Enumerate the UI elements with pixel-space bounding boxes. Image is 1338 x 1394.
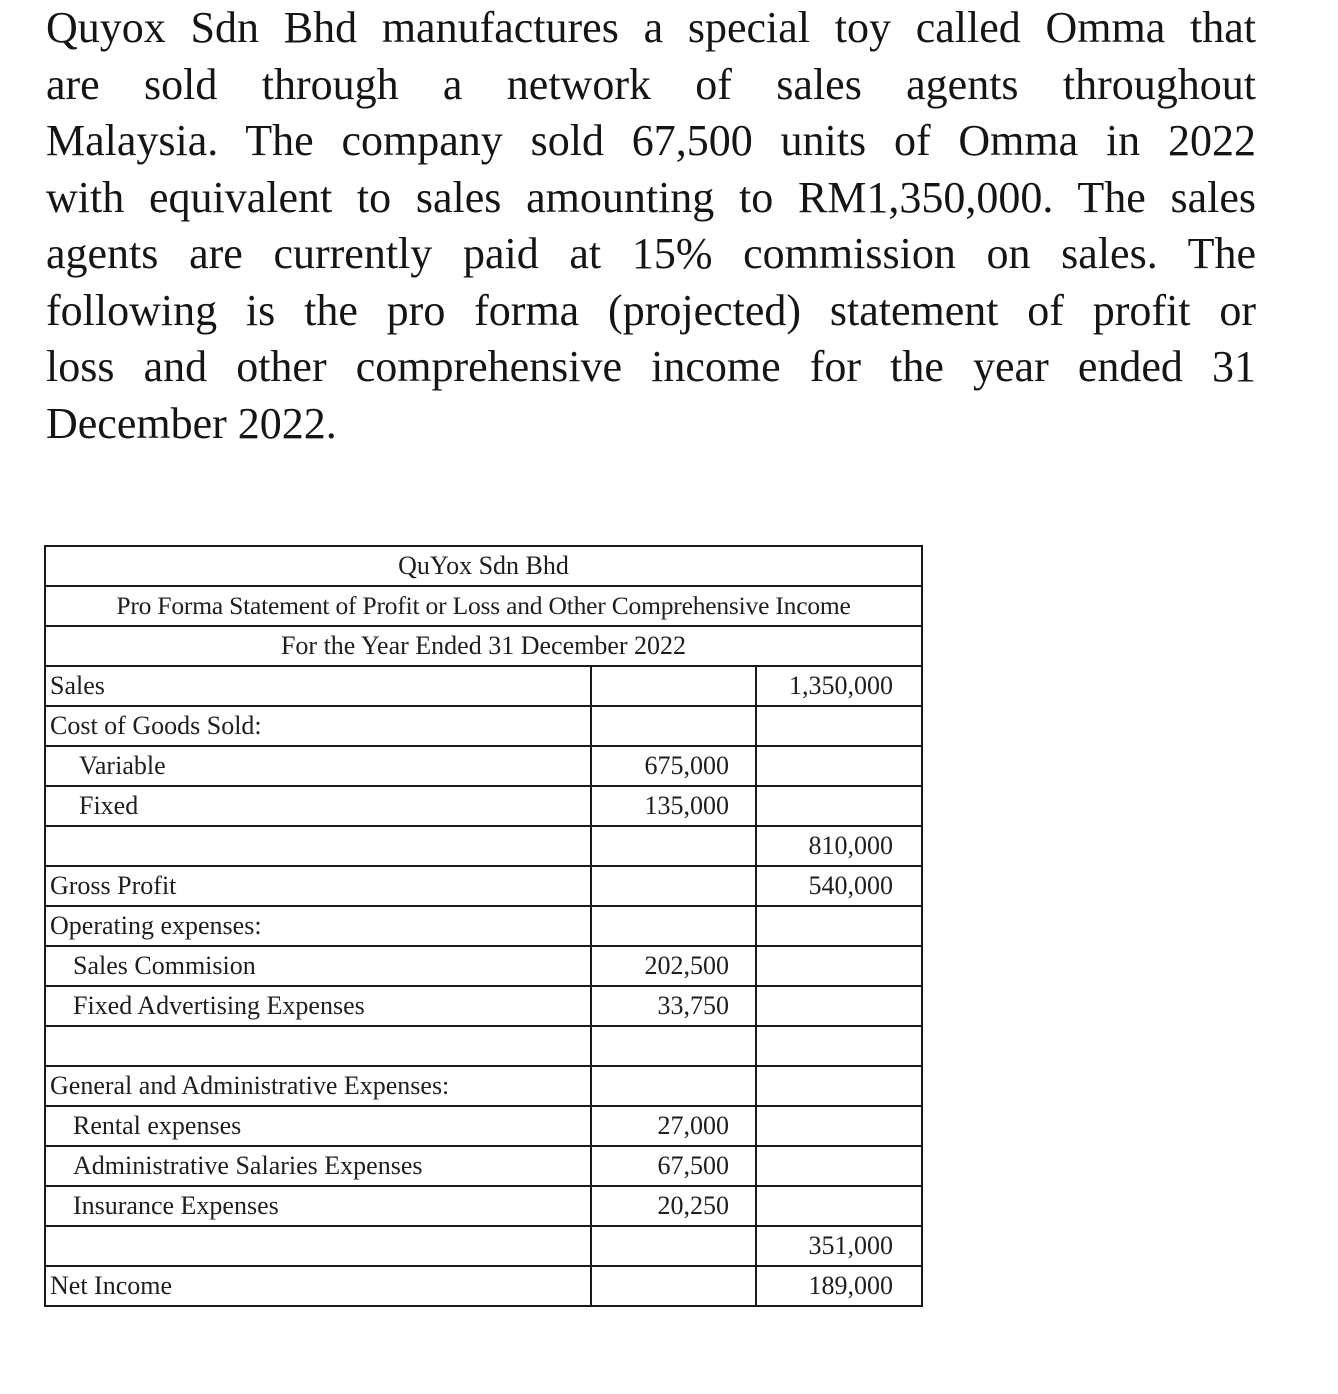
income-statement-table xyxy=(44,545,923,1307)
row-label: Administrative Salaries Expenses xyxy=(45,1146,591,1186)
row-amount: 27,000 xyxy=(591,1106,756,1146)
row-amount xyxy=(591,1226,756,1266)
row-amount: 67,500 xyxy=(591,1146,756,1186)
row-amount xyxy=(591,826,756,866)
paragraph-line: agents are currently paid at 15% commission on sales. The xyxy=(46,229,1256,278)
statement-title: Pro Forma Statement of Profit or Loss and Other Comprehensive Income xyxy=(45,586,922,626)
row-total xyxy=(756,1066,922,1106)
paragraph-line: following is the pro forma (projected) statement of profit or xyxy=(46,285,1256,335)
table-row xyxy=(45,1266,922,1306)
row-amount xyxy=(591,666,756,706)
paragraph-line: are sold through a network of sales agents throughout xyxy=(46,59,1256,109)
table-row xyxy=(45,746,922,786)
row-label xyxy=(45,1226,591,1266)
row-total xyxy=(756,1106,922,1146)
header-row xyxy=(45,546,922,586)
paragraph-line: loss and other comprehensive income for the year ended 31 xyxy=(46,342,1256,391)
row-amount xyxy=(591,866,756,906)
row-label: Variable xyxy=(45,746,591,786)
statement-period: For the Year Ended 31 December 2022 xyxy=(45,626,922,666)
row-total xyxy=(756,1186,922,1226)
table-row xyxy=(45,906,922,946)
row-label: Net Income xyxy=(45,1266,591,1306)
table-row xyxy=(45,1186,922,1226)
table-row xyxy=(45,1106,922,1146)
row-total: 1,350,000 xyxy=(756,666,922,706)
row-amount: 202,500 xyxy=(591,946,756,986)
row-total xyxy=(756,946,922,986)
row-label: Cost of Goods Sold: xyxy=(45,706,591,746)
row-label xyxy=(45,1026,591,1066)
paragraph-line: Malaysia. The company sold 67,500 units of Omma in 2022 xyxy=(46,116,1256,165)
table-row xyxy=(45,866,922,906)
header-row xyxy=(45,586,922,626)
row-total: 189,000 xyxy=(756,1266,922,1306)
row-label: Sales Commision xyxy=(45,946,591,986)
paragraph-line: with equivalent to sales amounting to RM1,350,000. The sales xyxy=(46,172,1256,222)
table-row xyxy=(45,1146,922,1186)
row-label: Gross Profit xyxy=(45,866,591,906)
row-total xyxy=(756,986,922,1026)
row-label: Sales xyxy=(45,666,591,706)
row-amount: 33,750 xyxy=(591,986,756,1026)
row-label: Operating expenses: xyxy=(45,906,591,946)
row-total: 810,000 xyxy=(756,826,922,866)
row-amount: 675,000 xyxy=(591,746,756,786)
row-total xyxy=(756,1026,922,1066)
company-name: QuYox Sdn Bhd xyxy=(45,546,922,586)
table-row xyxy=(45,1226,922,1266)
row-total xyxy=(756,1146,922,1186)
table-row xyxy=(45,1066,922,1106)
row-amount: 135,000 xyxy=(591,786,756,826)
row-label: Insurance Expenses xyxy=(45,1186,591,1226)
row-amount xyxy=(591,1266,756,1306)
row-total: 540,000 xyxy=(756,866,922,906)
table-row xyxy=(45,946,922,986)
row-total xyxy=(756,706,922,746)
row-total xyxy=(756,746,922,786)
table-row xyxy=(45,1026,922,1066)
row-amount xyxy=(591,1066,756,1106)
table-row xyxy=(45,666,922,706)
question-paragraph xyxy=(46,0,1256,452)
table-row xyxy=(45,786,922,826)
table-row xyxy=(45,826,922,866)
row-label: Fixed xyxy=(45,786,591,826)
paragraph-line: Quyox Sdn Bhd manufactures a special toy called Omma that xyxy=(46,3,1256,52)
row-label: Fixed Advertising Expenses xyxy=(45,986,591,1026)
row-amount: 20,250 xyxy=(591,1186,756,1226)
row-label: Rental expenses xyxy=(45,1106,591,1146)
row-label xyxy=(45,826,591,866)
table-row xyxy=(45,986,922,1026)
table-row xyxy=(45,706,922,746)
paragraph-line: December 2022. xyxy=(46,398,337,448)
row-amount xyxy=(591,906,756,946)
row-label: General and Administrative Expenses: xyxy=(45,1066,591,1106)
row-total xyxy=(756,786,922,826)
row-amount xyxy=(591,1026,756,1066)
row-total xyxy=(756,906,922,946)
header-row xyxy=(45,626,922,666)
row-amount xyxy=(591,706,756,746)
row-total: 351,000 xyxy=(756,1226,922,1266)
